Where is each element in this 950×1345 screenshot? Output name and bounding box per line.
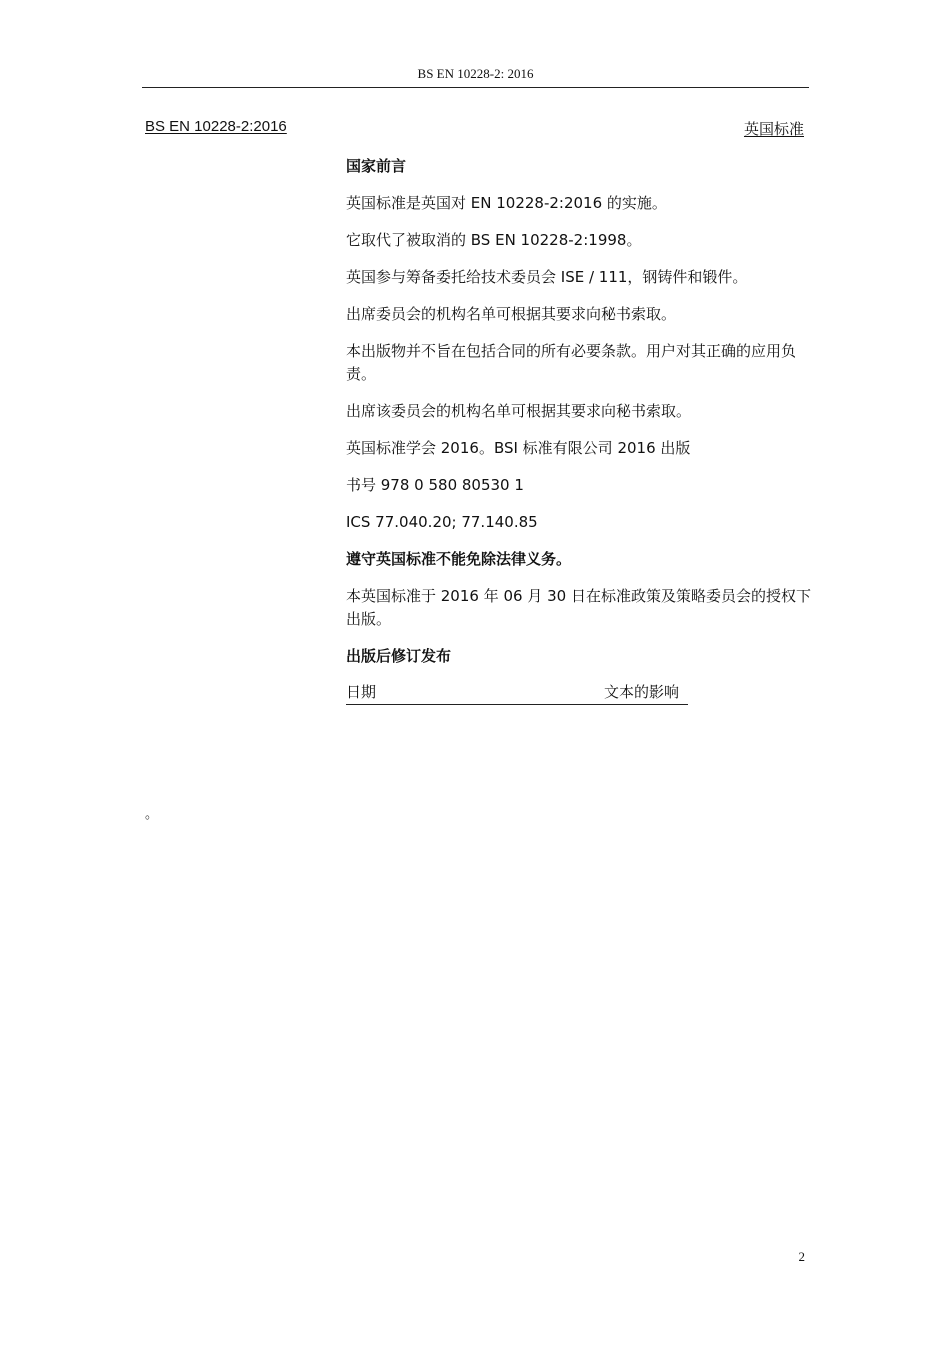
foreword-paragraph: 出席委员会的机构名单可根据其要求向秘书索取。 [346,305,677,323]
document-id: BS EN 10228-2:2016 [145,118,287,135]
foreword-paragraph: 本出版物并不旨在包括合同的所有必要条款。用户对其正确的应用负责。 [346,342,797,383]
amendments-date-column: 日期 [346,683,377,701]
foreword-heading: 国家前言 [346,157,407,175]
stray-punctuation: 。 [145,807,159,822]
running-header [142,66,809,88]
page-number: 2 [798,1249,805,1264]
amendments-effect-column: 文本的影响 [604,683,680,701]
foreword-paragraph: 英国标准是英国对 EN 10228-2:2016 的实施。 [346,194,667,212]
document-type: 英国标准 [743,120,804,138]
foreword-paragraph: 英国参与筹备委托给技术委员会 ISE / 111，钢铸件和锻件。 [346,268,748,286]
national-foreword [346,155,811,705]
foreword-paragraph: ICS 77.040.20; 77.140.85 [346,513,538,531]
compliance-statement: 遵守英国标准不能免除法律义务。 [346,550,572,568]
foreword-paragraph: 英国标准学会 2016。BSI 标准有限公司 2016 出版 [346,439,691,457]
foreword-paragraph: 它取代了被取消的 BS EN 10228-2:1998。 [346,231,642,249]
publication-note: 本英国标准于 2016 年 06 月 30 日在标准政策及策略委员会的授权下出版。 [346,587,811,628]
amendments-table-header [346,681,688,705]
foreword-paragraph: 出席该委员会的机构名单可根据其要求向秘书索取。 [346,402,692,420]
foreword-paragraph: 书号 978 0 580 80530 1 [346,476,524,494]
amendments-heading: 出版后修订发布 [346,647,452,665]
running-header-title: BS EN 10228-2: 2016 [417,66,534,81]
